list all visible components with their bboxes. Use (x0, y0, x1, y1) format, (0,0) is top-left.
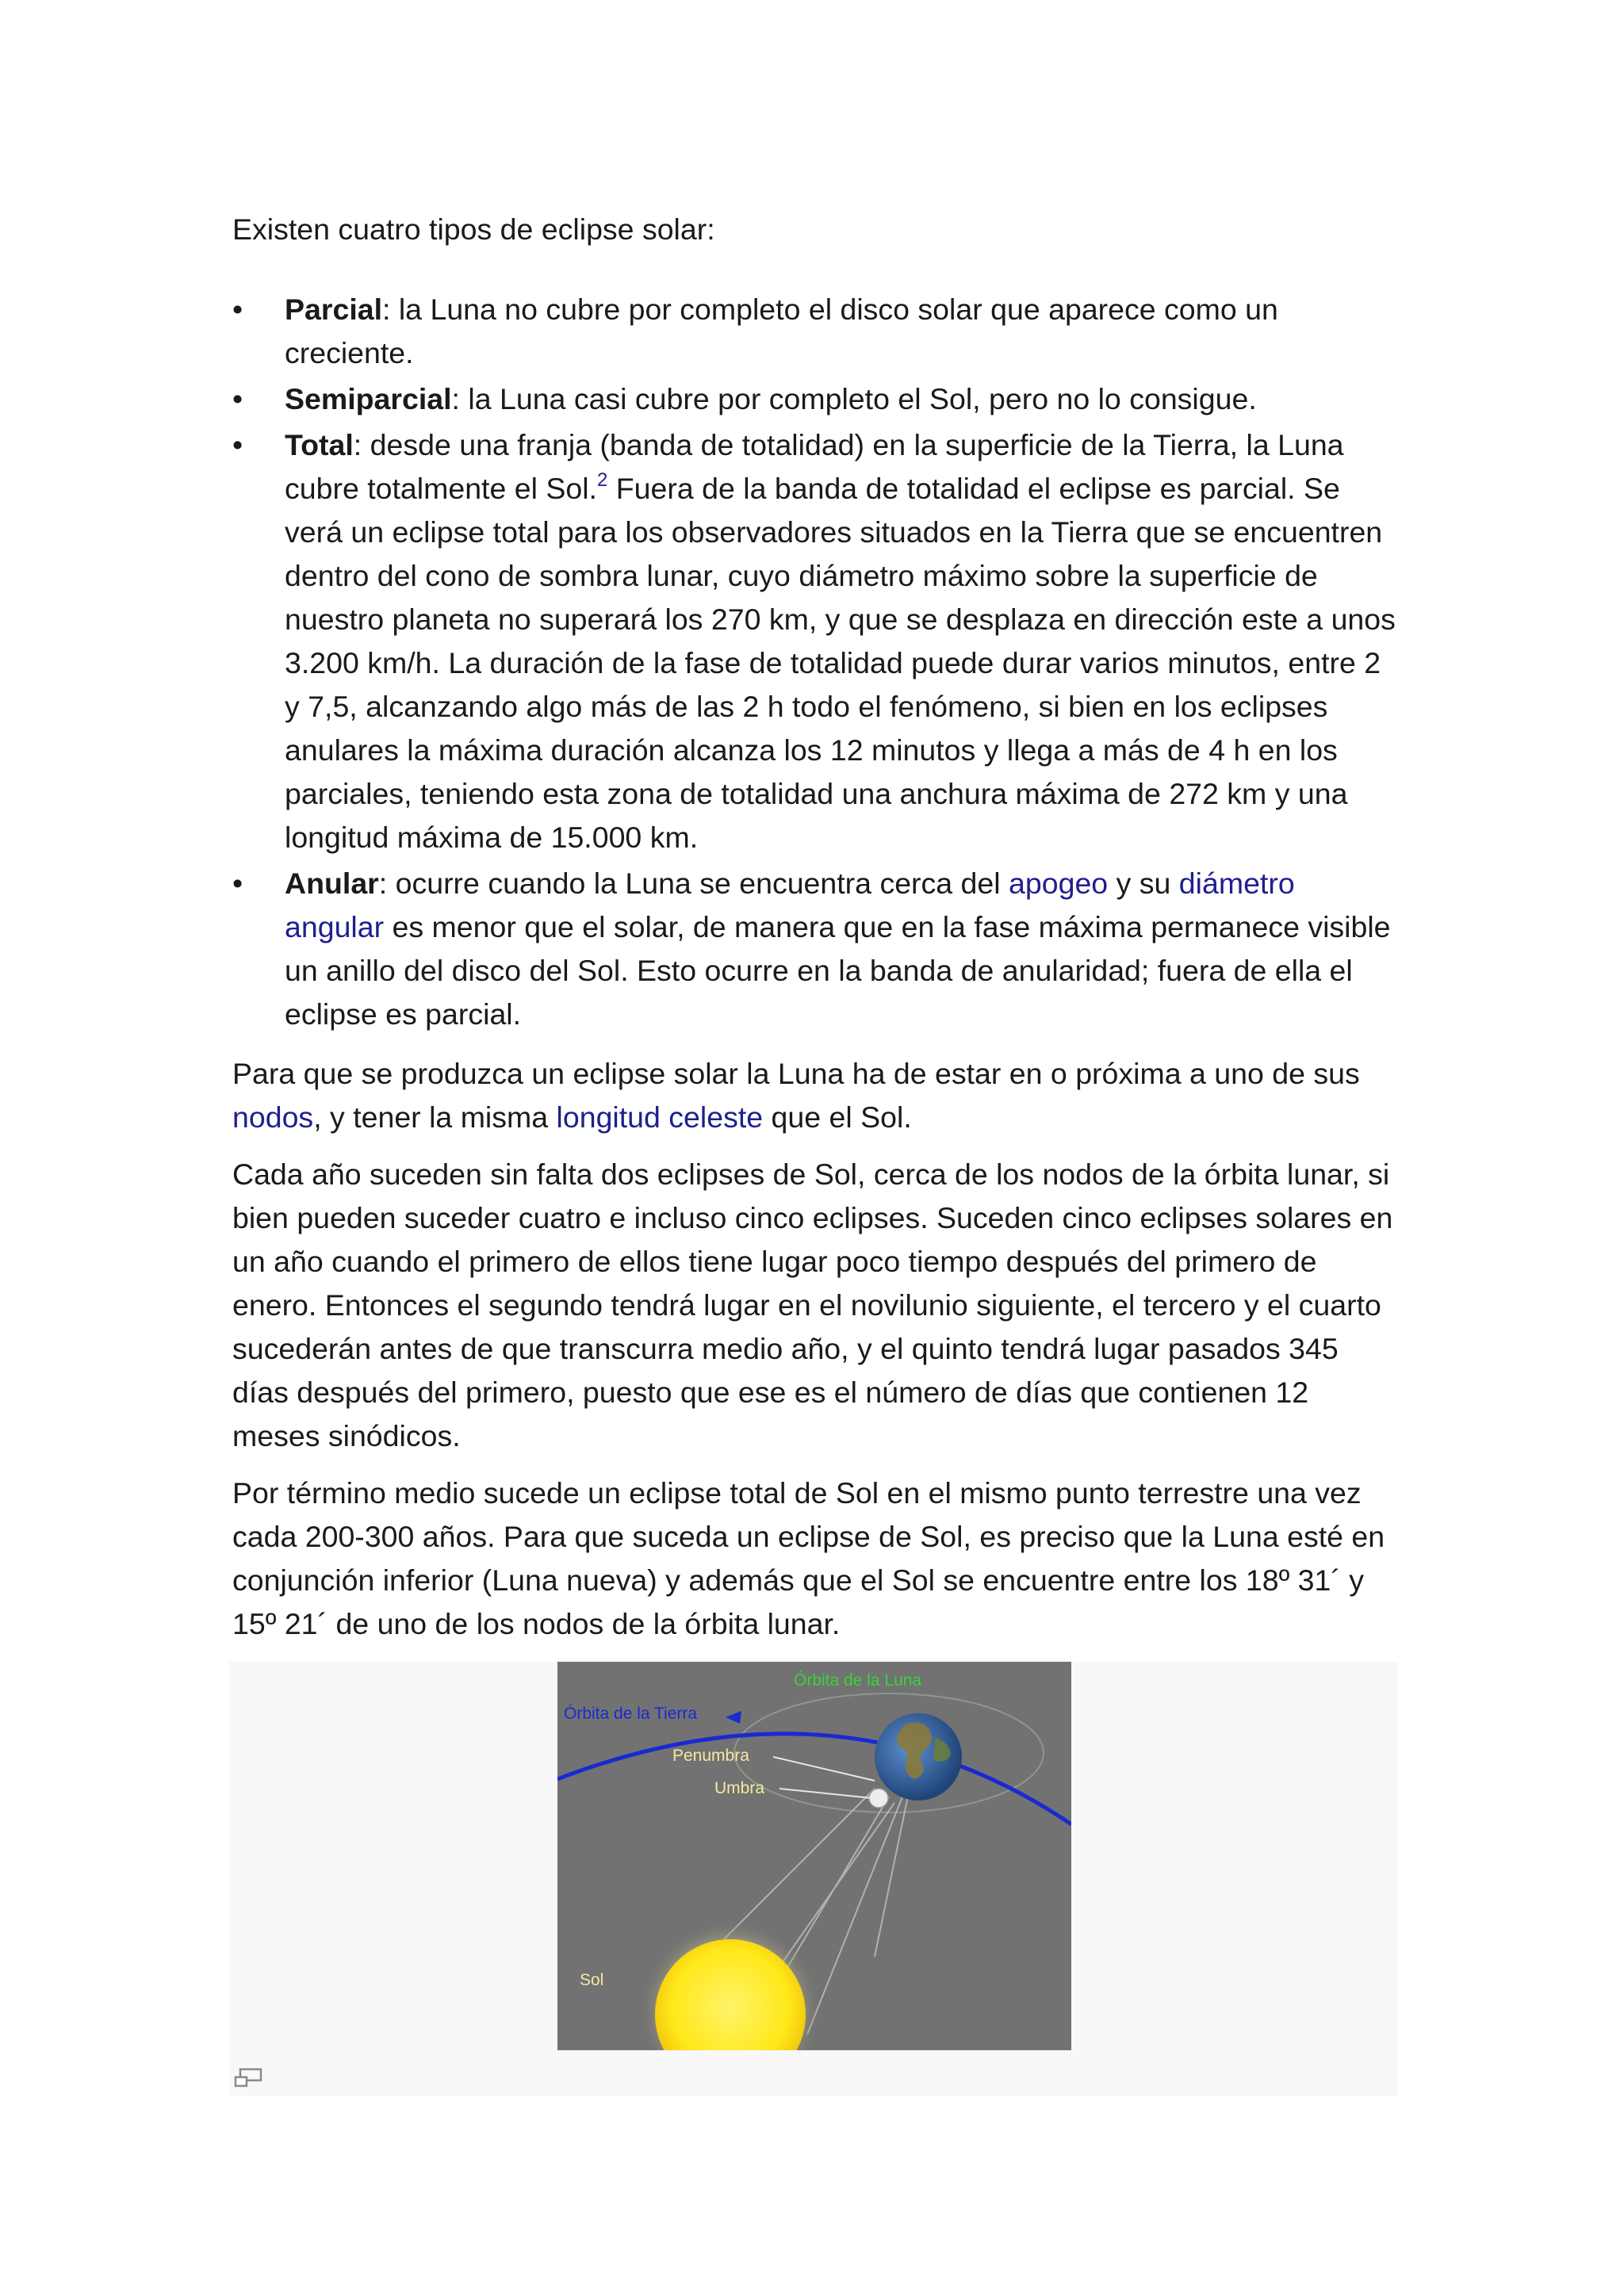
desc-total-part2: Fuera de la banda de totalidad el eclipse es parcial. Se verá un eclipse total para los observadores situados en la Tierra que se encuentren dentro del cono de sombra lunar, cuyo diámetro máximo sobre la superficie de nuestro planeta no superará los 270 km, y que se desplaza en dirección este a unos 3.200 km/h. La duración de la fase de totalidad puede durar varios minutos, entre 2 y 7,5, alcanzando algo más de las 2 h todo el fenómeno, si bien en los eclipses anulares la máxima duración alcanza los 12 minutos y llega a más de 4 h en los parciales, teniendo esta zona de totalidad una anchura máxima de 272 km y una longitud máxima de 15.000 km. (285, 472, 1396, 854)
document-body (232, 208, 1398, 1659)
label-umbra: Umbra (714, 1779, 765, 1797)
label-earth-orbit: Órbita de la Tierra (564, 1705, 698, 1723)
para1-text3: que el Sol. (763, 1100, 912, 1134)
list-item-parcial (232, 288, 1398, 375)
link-longitud-celeste[interactable]: longitud celeste (556, 1100, 764, 1134)
enlarge-icon[interactable] (234, 2068, 264, 2088)
link-diametro-angular[interactable]: diámetro angular (285, 867, 1295, 943)
desc-parcial: : la Luna no cubre por completo el disco solar que aparece como un creciente. (285, 293, 1278, 369)
desc-semiparcial: : la Luna casi cubre por completo el Sol, pero no lo consigue. (451, 382, 1257, 415)
para1-text1: Para que se produzca un eclipse solar la Luna ha de estar en o próxima a uno de sus (232, 1057, 1360, 1090)
desc-anular-part2: y su (1108, 867, 1179, 900)
list-item-anular (232, 862, 1398, 1036)
term-anular: Anular (285, 867, 379, 900)
para1-text2: , y tener la misma (313, 1100, 557, 1134)
desc-anular-part3: es menor que el solar, de manera que en la fase máxima permanece visible un anillo del disco del Sol. Esto ocurre en la banda de anularidad; fuera de ella el eclipse es parcial. (285, 910, 1391, 1031)
bullet: • (232, 293, 243, 326)
list-item-semiparcial (232, 377, 1398, 421)
paragraph-termino-medio: Por término medio sucede un eclipse total de Sol en el mismo punto terrestre una vez cada 200-300 años. Para que suceda un eclipse de Sol, es preciso que la Luna esté en conjunción inferior (Luna nueva) y además que el Sol se encuentre entre los 18º 31´ y 15º 21´ de uno de los nodos de la órbita lunar. (232, 1476, 1385, 1640)
paragraph-nodos (232, 1052, 1398, 1139)
list-item-total (232, 423, 1398, 859)
bullet: • (232, 867, 243, 900)
term-semiparcial: Semiparcial (285, 382, 452, 415)
label-penumbra: Penumbra (672, 1747, 749, 1765)
bullet: • (232, 428, 243, 461)
term-total: Total (285, 428, 354, 461)
link-nodos[interactable]: nodos (232, 1100, 314, 1134)
desc-anular-part1: : ocurre cuando la Luna se encuentra cerca del (378, 867, 1009, 900)
eclipse-diagram[interactable] (557, 1662, 1071, 2050)
eclipse-diagram-svg (557, 1662, 1071, 2050)
label-moon-orbit: Órbita de la Luna (794, 1671, 922, 1689)
term-parcial: Parcial (285, 293, 383, 326)
footnote-link[interactable]: 2 (596, 469, 608, 491)
moon (869, 1789, 888, 1808)
link-apogeo[interactable]: apogeo (1009, 867, 1109, 900)
bullet: • (232, 382, 243, 415)
intro-text: Existen cuatro tipos de eclipse solar: (232, 212, 715, 246)
label-sun: Sol (580, 1971, 604, 1989)
paragraph-cada-ano: Cada año suceden sin falta dos eclipses de Sol, cerca de los nodos de la órbita lunar, si bien pueden suceder cuatro e incluso cinco eclipses. Suceden cinco eclipses solares en un año cuando el primero de ellos tiene lugar poco tiempo después del primero de enero. Entonces el segundo tendrá lugar en el novilunio siguiente, el tercero y el cuarto sucederán antes de que transcurra medio año, y el quinto tendrá lugar pasados 345 días después del primero, puesto que ese es el número de días que contienen 12 meses sinódicos. (232, 1158, 1393, 1452)
eclipse-types-list (232, 288, 1398, 1036)
desc-total-part1: : desde una franja (banda de totalidad) en la superficie de la Tierra, la Luna cubre totalmente el Sol. (285, 428, 1344, 505)
figure-container (229, 1662, 1398, 2096)
